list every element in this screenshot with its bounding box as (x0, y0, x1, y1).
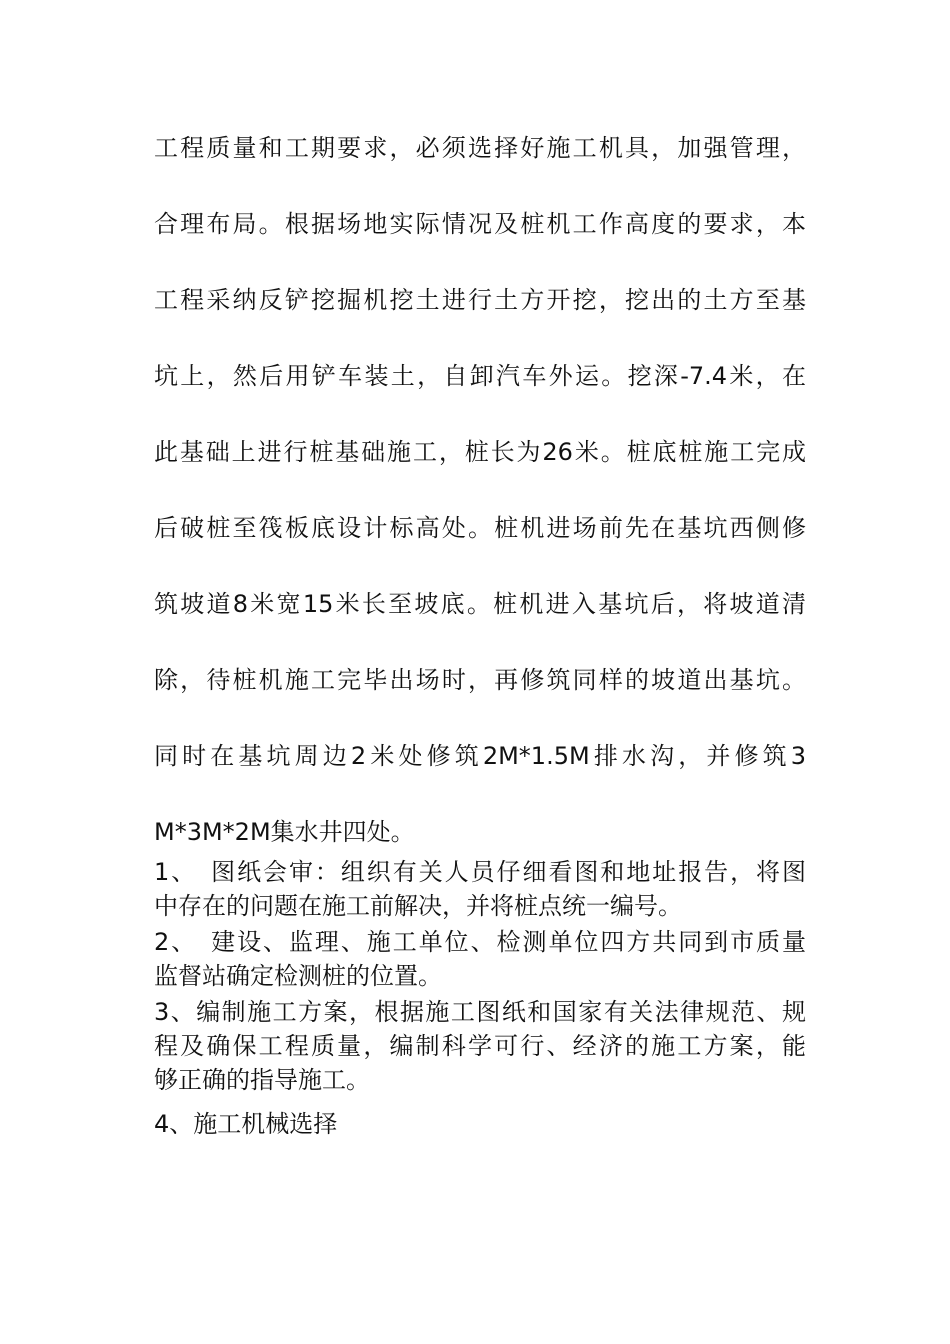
list-item (154, 995, 806, 1097)
paragraph-line: 工程质量和工期要求，必须选择好施工机具，加强管理， (154, 134, 806, 162)
paragraph-line: 同时在基坑周边2米处修筑2M*1.5M排水沟，并修筑3 (154, 742, 806, 770)
paragraph-line: 合理布局。根据场地实际情况及桩机工作高度的要求，本 (154, 210, 806, 238)
list-item (154, 925, 806, 993)
list-item-text: 程及确保工程质量，编制科学可行、经济的施工方案，能 (154, 1032, 806, 1060)
numbered-list (154, 855, 806, 1143)
list-item-text: 够正确的指导施工。 (154, 1066, 370, 1094)
list-item (154, 855, 806, 923)
list-item-text: 3、编制施工方案，根据施工图纸和国家有关法律规范、规 (154, 998, 806, 1026)
paragraph-line: 后破桩至筏板底设计标高处。桩机进场前先在基坑西侧修 (154, 514, 806, 542)
paragraph-line: 坑上，然后用铲车装土，自卸汽车外运。挖深-7.4米，在 (154, 362, 806, 390)
list-item-text: 2、 建设、监理、施工单位、检测单位四方共同到市质量 (154, 928, 806, 956)
paragraph-line: 除，待桩机施工完毕出场时，再修筑同样的坡道出基坑。 (154, 666, 806, 694)
body-paragraph (154, 128, 806, 888)
list-item-text: 1、 图纸会审：组织有关人员仔细看图和地址报告，将图 (154, 858, 806, 886)
list-item-text: 中存在的问题在施工前解决，并将桩点统一编号。 (154, 892, 682, 920)
list-item (154, 1107, 806, 1141)
list-item-text: 监督站确定检测桩的位置。 (154, 962, 442, 990)
paragraph-line: 工程采纳反铲挖掘机挖土进行土方开挖，挖出的土方至基 (154, 286, 806, 314)
list-item-text: 4、施工机械选择 (154, 1110, 338, 1138)
paragraph-line: 此基础上进行桩基础施工，桩长为26米。桩底桩施工完成 (154, 438, 806, 466)
paragraph-line: 筑坡道8米宽15米长至坡底。桩机进入基坑后，将坡道清 (154, 590, 806, 618)
paragraph-line: M*3M*2M集水井四处。 (154, 818, 415, 846)
